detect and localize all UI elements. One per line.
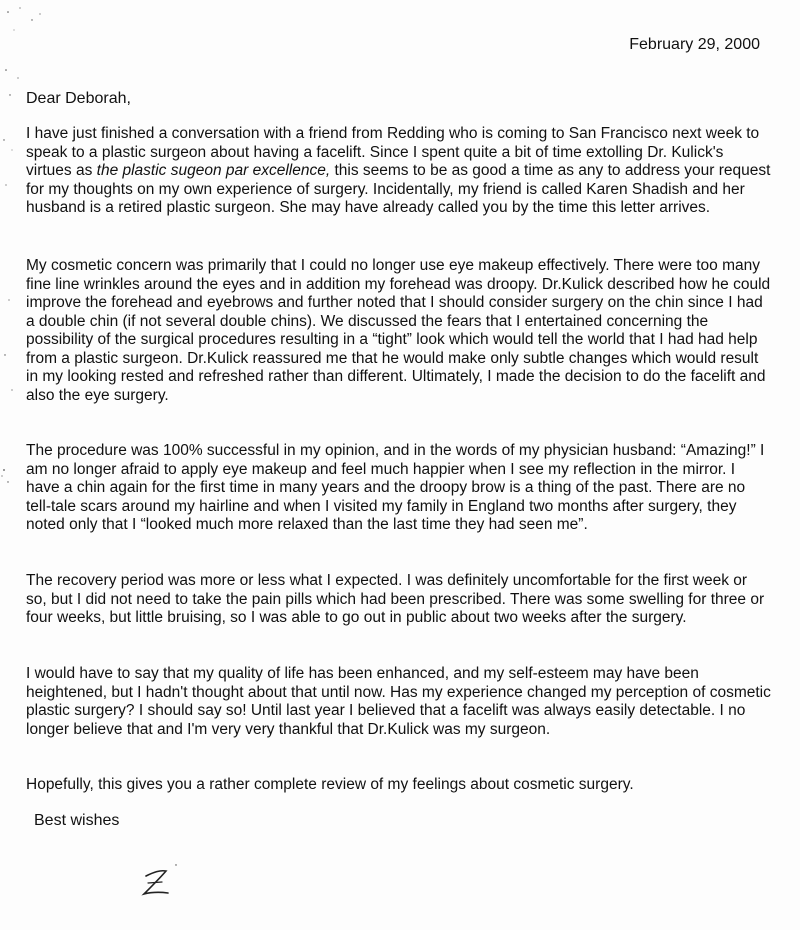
- paragraph-4: The recovery period was more or less what I expected. I was definitely uncomfortable for the first week or so, but I did not need to take the pain pills which had been prescribed. There was some swelling for three or four weeks, but little bruising, so I was able to go out in public about two weeks after the surgery.: [26, 572, 765, 626]
- paragraph-3: The procedure was 100% successful in my opinion, and in the words of my physician husband: “Amazing!” I am no longer afraid to apply eye makeup and feel much happier when I see my reflection in the mirror. I have a chin again for the first time in many years and the droopy brow is a thing of the past. There are no tell-tale scars around my hairline and when I visited my family in England two months after surgery, they noted only that I “looked much more relaxed than the last time they had seen me”.: [26, 442, 765, 533]
- letter-date: February 29, 2000: [629, 36, 760, 53]
- signature-mark: [130, 856, 190, 906]
- paragraph-1-text-a: I have just finished a conversation with a friend from Redding who is coming to San Francisco next week to speak to a plastic surgeon about having a facelift. Since I spent quite a bit of time extolling Dr. Kulick's virtues as: [26, 125, 760, 179]
- paragraph-5: I would have to say that my quality of life has been enhanced, and my self-esteem may have been heightened, but I hadn't thought about that until now. Has my experience changed my perception of cosmetic plastic surgery? I should say so! Until last year I believed that a facelift was always easily detectable. I no longer believe that and I'm very very thankful that Dr.Kulick was my surgeon.: [26, 665, 771, 738]
- closing: Best wishes: [34, 812, 120, 829]
- paragraph-1: [26, 125, 772, 218]
- paragraph-2: My cosmetic concern was primarily that I could no longer use eye makeup effectively. There were too many fine line wrinkles around the eyes and in addition my forehead was droopy. Dr.Kulick described how he could improve the forehead and eyebrows and further noted that I should consider surgery on the chin since I had a double chin (if not several double chins). We discussed the fears that I entertained concerning the possibility of the surgical procedures resulting in a “tight” look which would tell the world that I had had help from a plastic surgeon. Dr.Kulick reassured me that he would make only subtle changes which would result in my looking rested and refreshed rather than different. Ultimately, I made the decision to do the facelift and also the eye surgery.: [26, 257, 771, 404]
- salutation: Dear Deborah,: [26, 90, 131, 107]
- paragraph-6: Hopefully, this gives you a rather complete review of my feelings about cosmetic surgery.: [26, 776, 634, 793]
- scan-noise: [0, 0, 60, 500]
- paragraph-1-italic: the plastic sugeon par excellence,: [96, 162, 331, 179]
- paragraph-1-text-b: this seems to be as good a time as any to address your request for my thoughts on my own experience of surgery. Incidentally, my friend is called Karen Shadish and her husband is a retired plastic surgeon. She may have already called you by the time this letter arrives.: [26, 162, 771, 216]
